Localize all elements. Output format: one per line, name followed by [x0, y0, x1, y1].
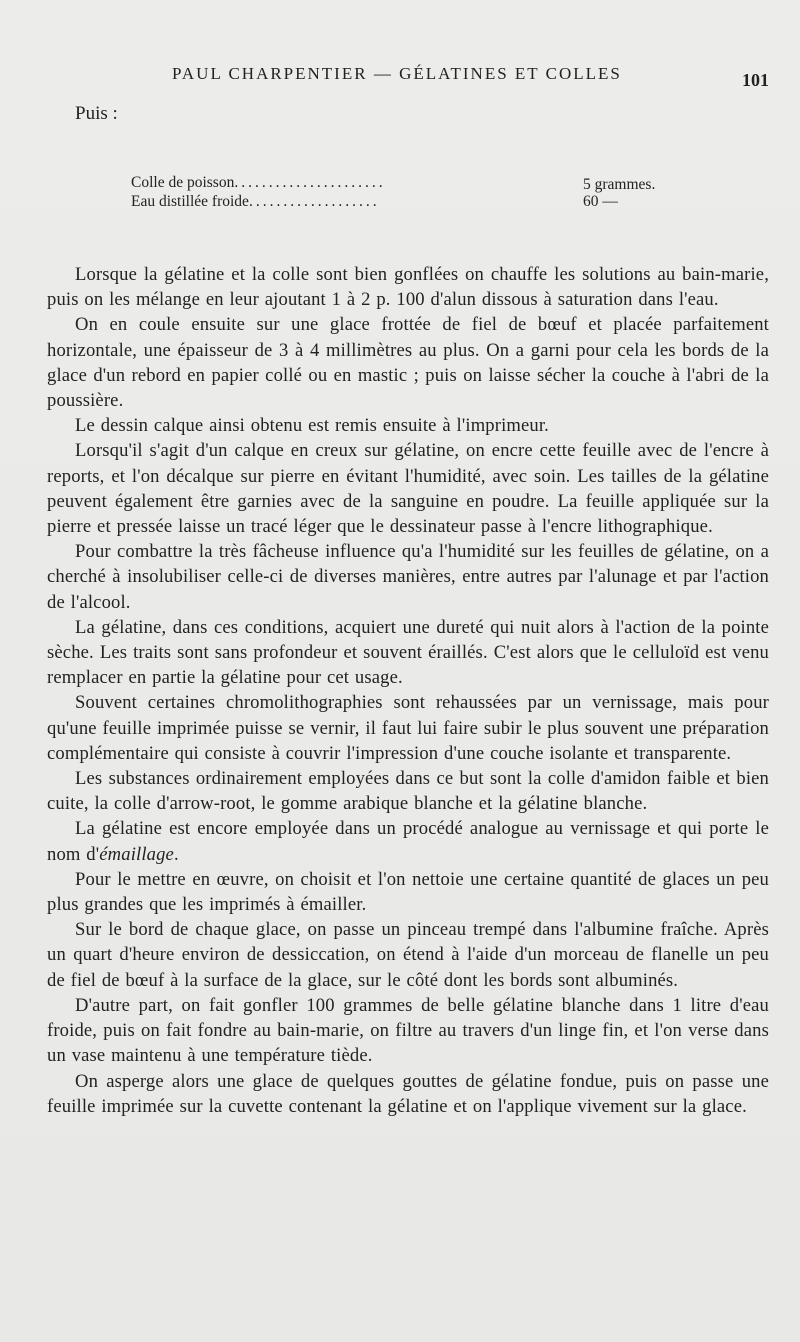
- recipe-quantity: 60 —: [583, 193, 618, 210]
- recipe-ingredient: Eau distillée froide: [131, 193, 249, 210]
- recipe-quantity: 5 grammes.: [583, 176, 656, 193]
- paragraph: On asperge alors une glace de quelques gouttes de gélatine fondue, puis on passe une feuille imprimée sur la cuvette contenant la gélatine et on l'applique vivement sur la glace.: [47, 1070, 769, 1117]
- paragraph: D'autre part, on fait gonfler 100 grammes de belle gélatine blanche dans 1 litre d'eau froide, puis on fait fondre au bain-marie, on filtre au travers d'un linge fin, et l'on verse dans un vase maintenu à une température tiède.: [47, 994, 769, 1067]
- paragraph: [47, 816, 769, 866]
- recipe-line: [131, 193, 618, 211]
- body-text: [47, 262, 769, 1119]
- leader-dots: ...................: [248, 193, 380, 210]
- running-title: PAUL CHARPENTIER — GÉLATINES ET COLLES: [172, 64, 622, 83]
- paragraph: Lorsque la gélatine et la colle sont bien gonflées on chauffe les solutions au bain-marie, puis on les mélange en leur ajoutant 1 à 2 p. 100 d'alun dissous à saturation dans l'eau.: [47, 264, 769, 311]
- paragraph-text: La gélatine est encore employée dans un procédé analogue au vernissage et qui porte le nom d': [47, 818, 769, 865]
- leader-dots: ......................: [234, 174, 386, 191]
- paragraph: Pour le mettre en œuvre, on choisit et l'on nettoie une certaine quantité de glaces un peu plus grandes que les imprimés à émailler.: [47, 868, 769, 916]
- italic-term: émaillage: [99, 843, 174, 865]
- page-number: 101: [742, 70, 769, 90]
- paragraph: Le dessin calque ainsi obtenu est remis ensuite à l'imprimeur.: [75, 415, 549, 437]
- paragraph: Pour combattre la très fâcheuse influence qu'a l'humidité sur les feuilles de gélatine, on a cherché à insolubiliser celle-ci de diverses manières, entre autres par l'alunage et par l'action de l'alcool.: [47, 541, 769, 613]
- intro-label: Puis :: [75, 103, 118, 124]
- recipe-line: [131, 174, 656, 193]
- paragraph: Lorsqu'il s'agit d'un calque en creux sur gélatine, on encre cette feuille avec de l'encre à reports, et l'on décalque sur pierre en évitant l'humidité, avec soin. Les tailles de la gélatine peuvent également être garnies avec de la sanguine en poudre. La feuille appliquée sur la pierre et pressée laisse un tracé léger que le dessinateur passe à l'encre lithographique.: [47, 440, 769, 538]
- recipe-ingredient: Colle de poisson: [131, 174, 235, 191]
- paragraph: La gélatine, dans ces conditions, acquiert une dureté qui nuit alors à l'action de la pointe sèche. Les traits sont sans profondeur et souvent éraillés. C'est alors que le celluloïd est venu remplacer en partie la gélatine pour cet usage.: [47, 616, 769, 689]
- paragraph: Les substances ordinairement employées dans ce but sont la colle d'amidon faible et bien cuite, la colle d'arrow-root, le gomme arabique blanche et la gélatine blanche.: [47, 768, 769, 815]
- paragraph: On en coule ensuite sur une glace frottée de fiel de bœuf et placée parfaitement horizontale, une épaisseur de 3 à 4 millimètres au plus. On a garni pour cela les bords de la glace d'un rebord en papier collé ou en mastic ; puis on laisse sécher la couche à l'abri de la poussière.: [47, 314, 769, 412]
- paragraph: Souvent certaines chromolithographies sont rehaussées par un vernissage, mais pour qu'une feuille imprimée puisse se vernir, il faut lui faire subir le plus souvent une préparation complémentaire qui consiste à couvrir l'impression d'une couche isolante et transparente.: [47, 692, 769, 764]
- paragraph: Sur le bord de chaque glace, on passe un pinceau trempé dans l'albumine fraîche. Après un quart d'heure environ de dessiccation, on étend à l'aide d'un morceau de flanelle un peu de fiel de bœuf à la surface de la glace, sur le côté dont les bords sont albuminés.: [47, 919, 769, 991]
- paragraph-text: .: [173, 843, 179, 865]
